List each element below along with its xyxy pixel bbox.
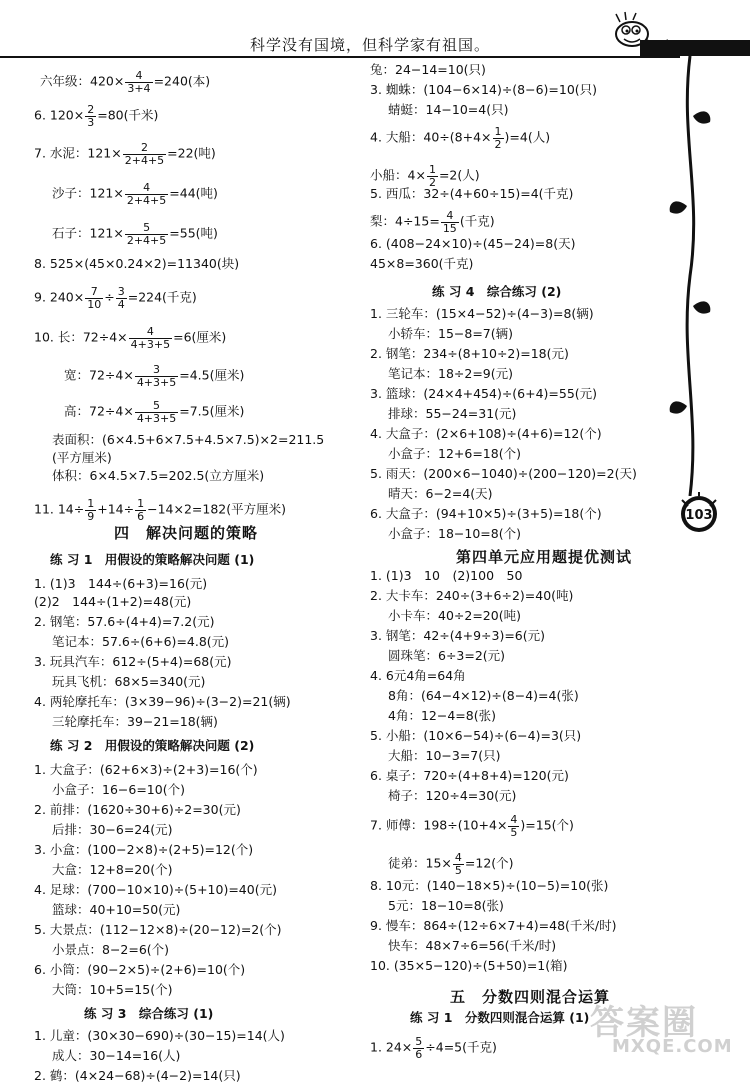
left-line-33 [52,904,180,917]
text-segment: −14×2=182(平方厘米) [147,501,286,517]
right-line-30 [388,690,579,703]
left-line-29 [52,824,172,837]
text-segment: 4角：12−4=8(张) [388,708,496,723]
left-line-17 [34,578,207,591]
fraction-numerator: 7 [85,286,103,299]
right-line-35 [388,790,516,803]
fraction-numerator: 1 [494,125,502,138]
text-segment: 大船：10−3=7(只) [388,748,501,763]
text-segment: 三轮摩托车：39−21=18(辆) [52,714,218,729]
text-segment: 6. (408−24×10)÷(45−24)=8(天) [370,236,576,251]
text-segment: 4. 大船：40÷(8+4× [370,129,492,145]
fraction-numerator: 2 [123,142,166,155]
text-segment: 石子：121× [52,225,124,241]
text-segment: 6. 120× [34,107,85,123]
text-segment: )=4(人) [504,129,551,145]
fraction-denominator: 2 [428,175,436,189]
fraction-denominator: 9 [87,509,95,523]
right-line-31 [388,710,496,723]
text-segment: 2. 大卡车：240÷(3+6÷2)=40(吨) [370,588,574,603]
header-black-bar [640,40,750,56]
fraction-numerator: 4 [510,813,518,826]
page-number-badge [676,490,722,536]
right-line-27 [370,630,545,643]
header-motto: 科学没有国境，但科学家有祖国。 [250,36,491,54]
text-segment: (2)2 144÷(1+2)=48(元) [34,594,192,609]
text-segment: 8. 10元：(140−18×5)÷(10−5)=10(张) [370,878,609,893]
page-number: 103 [685,508,713,523]
fraction-numerator: 5 [125,222,168,235]
text-segment: )=15(个) [520,817,574,833]
text-segment: 快车：48×7÷6=56(千米/时) [388,938,557,953]
text-segment: 1. 24× [370,1039,413,1055]
right-line-24 [370,570,522,583]
fraction-denominator: 6 [137,509,145,523]
fraction [125,70,152,94]
text-segment: 1. (1)3 144÷(6+3)=16(元) [34,576,208,591]
right-line-17 [370,428,602,441]
fraction [135,364,178,388]
right-line-38 [370,880,608,893]
text-segment: 小轿车：15−8=7(辆) [388,326,514,341]
right-line-8 [370,238,575,251]
text-segment: 篮球：40+10=50(元) [52,902,181,917]
text-segment: 1. 三轮车：(15×4−52)÷(4−3)=8(辆) [370,306,594,321]
text-segment: 4. 大盒子：(2×6+108)÷(4+6)=12(个) [370,426,602,441]
right-line-45 [370,1036,497,1060]
text-segment: 10. (35×5−120)÷(5+50)=1(箱) [370,958,568,973]
right-line-20 [388,488,493,501]
text-segment: 梨：4÷15= [370,213,440,229]
right-line-4 [370,126,550,150]
text-segment: 玩具飞机：68×5=340(元) [52,674,206,689]
text-segment: 5元：18−10=8(张) [388,898,504,913]
left-line-20 [52,636,229,649]
left-line-27 [52,784,185,797]
text-segment: =240(本) [153,73,211,89]
text-segment: 兔：24−14=10(只) [370,62,486,77]
right-line-33 [388,750,501,763]
right-line-40 [370,920,617,933]
text-segment: =224(千克) [127,289,197,305]
text-segment: 练 习 2 用假设的策略解决问题 (2) [50,738,255,753]
right-line-11 [370,308,594,321]
right-line-5 [370,164,480,188]
text-segment: 5. 西瓜：32÷(4+60÷15)=4(千克) [370,186,574,201]
text-segment: =4.5(厘米) [179,367,245,383]
left-line-18 [34,596,191,609]
text-segment: =12(个) [464,855,514,871]
right-line-34 [370,770,569,783]
left-line-14 [34,498,286,522]
right-line-9 [370,258,473,271]
left-line-38 [84,1008,213,1021]
fraction-denominator: 5 [454,863,462,877]
text-segment: 2. 鹤：(4×24−68)÷(4−2)=14(只) [34,1068,241,1083]
fraction-numerator: 4 [125,182,168,195]
fraction-numerator: 1 [137,497,145,510]
text-segment: 笔记本：18÷2=9(元) [388,366,514,381]
fraction-denominator: 2+4+5 [126,233,167,247]
text-segment: 五 分数四则混合运算 [450,988,611,1006]
text-segment: 1. 儿童：(30×30−690)÷(30−15)=14(人) [34,1028,285,1043]
fraction [125,182,168,206]
text-segment: 11. 14÷ [34,501,85,517]
fraction [427,164,438,188]
right-line-1 [370,64,486,77]
left-line-34 [34,924,282,937]
text-segment: 8. 525×(45×0.24×2)=11340(块) [34,256,240,271]
fraction [123,142,166,166]
text-segment: 笔记本：57.6÷(6+6)=4.8(元) [52,634,230,649]
right-line-22 [388,528,521,541]
text-segment: 椅子：120÷4=30(元) [388,788,517,803]
text-segment: 成人：30−14=16(人) [52,1048,181,1063]
fraction-denominator: 4+3+5 [136,375,177,389]
text-segment: 四 解决问题的策略 [114,524,259,542]
text-segment: 晴天：6−2=4(天) [388,486,493,501]
left-line-25 [50,740,254,753]
fraction [135,400,178,424]
text-segment: 后排：30−6=24(元) [52,822,173,837]
right-line-32 [370,730,581,743]
left-line-21 [34,656,232,669]
text-segment: =6(厘米) [173,329,227,345]
right-line-21 [370,508,602,521]
fraction-numerator: 5 [415,1035,423,1048]
text-segment: 表面积：(6×4.5+6×7.5+4.5×7.5)×2=211.5 [52,432,325,447]
text-segment: 8角：(64−4×12)÷(8−4)=4(张) [388,688,579,703]
right-line-12 [388,328,513,341]
fraction-denominator: 2+4+5 [126,193,167,207]
text-segment: 练 习 4 综合练习 (2) [432,284,562,299]
left-line-39 [34,1030,285,1043]
fraction [508,814,519,838]
text-segment: ÷4=5(千克) [425,1039,497,1055]
text-segment: 2. 钢笔：57.6÷(4+4)=7.2(元) [34,614,215,629]
left-line-7 [34,286,197,310]
right-line-14 [388,368,513,381]
text-segment: =2(人) [438,167,480,183]
fraction-denominator: 10 [87,297,102,311]
text-segment: 大筒：10+5=15(个) [52,982,173,997]
text-segment: 第四单元应用题提优测试 [456,548,633,566]
text-segment: 高：72÷4× [64,403,134,419]
fraction-numerator: 2 [87,103,95,116]
text-segment: 小卡车：40÷2=20(吨) [388,608,521,623]
left-line-10 [64,400,244,424]
right-line-18 [388,448,521,461]
right-line-37 [388,852,514,876]
right-line-42 [370,960,568,973]
left-line-2 [34,104,158,128]
left-line-36 [34,964,245,977]
right-line-23 [456,550,632,565]
fraction-numerator: 4 [129,326,172,339]
left-line-35 [52,944,169,957]
text-segment: 7. 水泥：121× [34,145,122,161]
fraction [135,498,146,522]
right-line-44 [410,1012,589,1025]
text-segment: 练 习 1 分数四则混合运算 (1) [410,1010,590,1025]
fraction [85,286,103,310]
text-segment: 排球：55−24=31(元) [388,406,517,421]
left-line-13 [52,470,264,483]
text-segment: ÷ [104,289,115,305]
fraction-denominator: 2 [494,137,502,151]
text-segment: 7. 师傅：198÷(10+4× [370,817,508,833]
right-line-25 [370,590,573,603]
right-line-19 [370,468,637,481]
right-line-13 [370,348,569,361]
left-line-11 [52,434,324,447]
fraction [125,222,168,246]
right-line-3 [388,104,508,117]
left-line-19 [34,616,214,629]
left-line-26 [34,764,258,777]
fraction-denominator: 3 [87,115,95,129]
text-segment: =7.5(厘米) [179,403,245,419]
fraction-numerator: 4 [454,851,462,864]
left-line-31 [52,864,172,877]
left-line-8 [34,326,226,350]
text-segment: 3. 钢笔：42÷(4+9÷3)=6(元) [370,628,546,643]
text-segment: +14÷ [97,501,135,517]
fraction-denominator: 3+4 [127,81,151,95]
right-line-15 [370,388,597,401]
right-line-6 [370,188,573,201]
text-segment: 6. 小筒：(90−2×5)÷(2+6)=10(个) [34,962,246,977]
fraction-denominator: 4+3+5 [136,411,177,425]
left-line-15 [114,526,258,541]
fraction [493,126,504,150]
fraction-numerator: 3 [135,364,178,377]
text-segment: 5. 雨天：(200×6−1040)÷(200−120)=2(天) [370,466,637,481]
fraction-numerator: 1 [428,163,436,176]
text-segment: 练 习 1 用假设的策略解决问题 (1) [50,552,255,567]
text-segment: 4. 两轮摩托车：(3×39−96)÷(3−2)=21(辆) [34,694,291,709]
fraction [85,104,96,128]
text-segment: 3. 玩具汽车：612÷(5+4)=68(元) [34,654,232,669]
fraction-numerator: 5 [135,400,178,413]
text-segment: (千克) [459,213,495,229]
text-segment: 小盒子：18−10=8(个) [388,526,521,541]
text-segment: 3. 蜘蛛：(104−6×14)÷(8−6)=10(只) [370,82,598,97]
fraction-numerator: 3 [117,285,125,298]
left-line-32 [34,884,277,897]
text-segment: 3. 篮球：(24×4+454)÷(6+4)=55(元) [370,386,598,401]
fraction-denominator: 15 [442,221,457,235]
left-line-6 [34,258,239,271]
text-segment: =44(吨) [169,185,218,201]
text-segment: 5. 大景点：(112−12×8)÷(20−12)=2(个) [34,922,282,937]
fraction [413,1036,424,1060]
text-segment: 45×8=360(千克) [370,256,474,271]
text-segment: 小船：4× [370,167,426,183]
text-segment: =22(吨) [167,145,216,161]
left-line-30 [34,844,253,857]
watermark-url: MXQE.COM [612,1036,733,1057]
right-line-29 [370,670,466,683]
right-line-7 [370,210,495,234]
fraction-numerator: 4 [125,70,152,83]
fraction [129,326,172,350]
fraction-denominator: 4+3+5 [130,337,171,351]
watermark-logo: 答案圈 [590,1003,698,1043]
right-line-36 [370,814,574,838]
right-line-10 [432,286,561,299]
text-segment: 6. 桌子：720÷(4+8+4)=120(元) [370,768,569,783]
text-segment: 6. 大盒子：(94+10×5)÷(3+5)=18(个) [370,506,602,521]
text-segment: 2. 前排：(1620÷30+6)÷2=30(元) [34,802,241,817]
text-segment: (平方厘米) [52,450,112,465]
text-segment: 5. 小船：(10×6−54)÷(6−4)=3(只) [370,728,582,743]
left-line-4 [52,182,218,206]
left-line-40 [52,1050,180,1063]
text-segment: 3. 小盒：(100−2×8)÷(2+5)=12(个) [34,842,254,857]
fraction-denominator: 4 [117,297,125,311]
text-segment: 2. 钢笔：234÷(8+10÷2)=18(元) [370,346,569,361]
left-line-24 [52,716,218,729]
left-line-16 [50,554,254,567]
left-line-5 [52,222,218,246]
text-segment: 蜻蜓：14−10=4(只) [388,102,509,117]
right-line-39 [388,900,504,913]
text-segment: 六年级：420× [40,73,125,89]
fraction-denominator: 2+4+5 [124,153,165,167]
right-line-16 [388,408,516,421]
text-segment: 小景点：8−2=6(个) [52,942,170,957]
fraction [116,286,127,310]
text-segment: 1. 大盒子：(62+6×3)÷(2+3)=16(个) [34,762,258,777]
left-line-22 [52,676,205,689]
text-segment: 练 习 3 综合练习 (1) [84,1006,214,1021]
right-line-41 [388,940,556,953]
text-segment: 4. 6元4角=64角 [370,668,466,683]
left-line-37 [52,984,172,997]
left-line-9 [64,364,244,388]
left-line-28 [34,804,241,817]
text-segment: =80(千米) [97,107,159,123]
text-segment: 大盒：12+8=20(个) [52,862,173,877]
text-segment: 宽：72÷4× [64,367,134,383]
left-line-3 [34,142,216,166]
header-rule [0,56,680,58]
right-line-28 [388,650,505,663]
fraction [453,852,464,876]
text-segment: 徒弟：15× [388,855,452,871]
left-line-23 [34,696,291,709]
fraction-denominator: 6 [415,1047,423,1061]
fraction-numerator: 1 [87,497,95,510]
left-line-12 [52,452,112,465]
fraction-denominator: 5 [510,825,518,839]
vine-decoration-icon [660,56,720,496]
text-segment: 10. 长：72÷4× [34,329,128,345]
text-segment: 9. 240× [34,289,85,305]
text-segment: 体积：6×4.5×7.5=202.5(立方厘米) [52,468,265,483]
text-segment: 沙子：121× [52,185,124,201]
text-segment: 圆珠笔：6÷3=2(元) [388,648,506,663]
text-segment: =55(吨) [169,225,218,241]
right-line-26 [388,610,521,623]
left-line-1 [40,70,210,94]
text-segment: 1. (1)3 10 (2)100 50 [370,568,523,583]
right-line-2 [370,84,597,97]
text-segment: 小盒子：16−6=10(个) [52,782,185,797]
right-line-43 [450,990,610,1005]
text-segment: 4. 足球：(700−10×10)÷(5+10)=40(元) [34,882,277,897]
text-segment: 小盒子：12+6=18(个) [388,446,521,461]
fraction [441,210,459,234]
text-segment: 9. 慢车：864÷(12÷6×7+4)=48(千米/时) [370,918,617,933]
fraction [85,498,96,522]
fraction-numerator: 4 [441,210,459,223]
left-line-41 [34,1070,241,1083]
